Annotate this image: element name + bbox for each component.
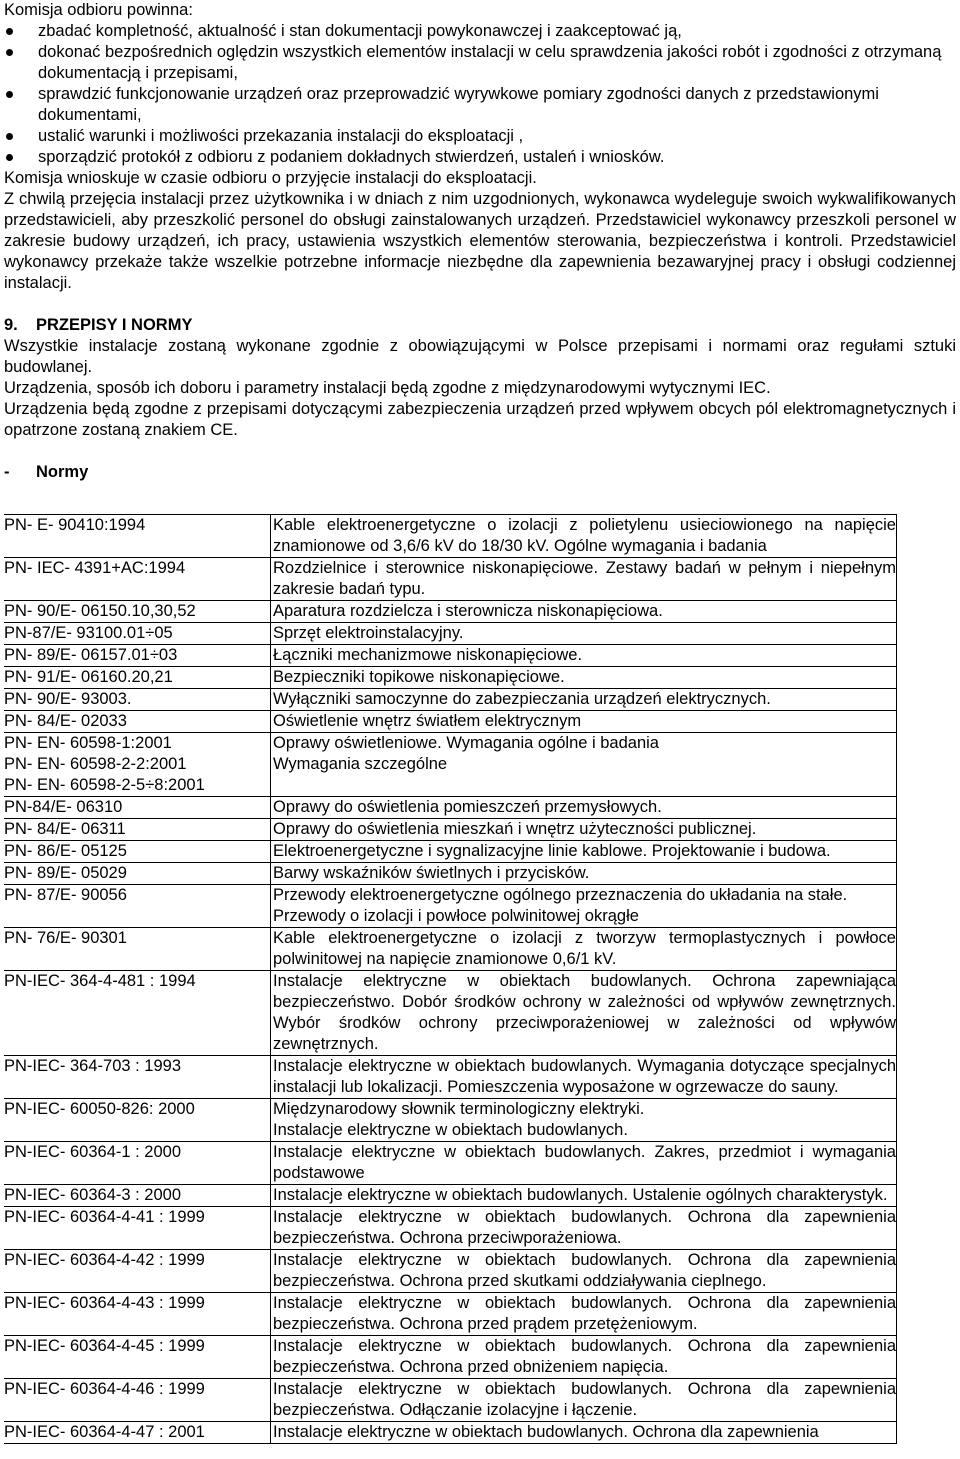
norm-code: PN- 90/E- 93003. bbox=[4, 690, 132, 708]
norm-description: Instalacje elektryczne w obiektach budowlanych. Ochrona dla zapewnienia bezpieczeństwa. Ochrona przed skutkami oddziaływania cieplnego. bbox=[273, 1251, 896, 1290]
norm-code-cell bbox=[4, 1293, 271, 1336]
normy-dash: - bbox=[4, 463, 10, 481]
norm-description: Przewody elektroenergetyczne ogólnego przeznaczenia do układania na stałe. bbox=[273, 886, 848, 904]
paragraph: Wszystkie instalacje zostaną wykonane zgodnie z obowiązującymi w Polsce przepisami i normami oraz regułami sztuki budowlanej. bbox=[4, 337, 956, 376]
norm-description-cell bbox=[271, 1336, 897, 1379]
table-row bbox=[4, 1142, 897, 1185]
list-item: sprawdzić funkcjonowanie urządzeń oraz przeprowadzić wyrywkowe pomiary zgodności danych z przedstawionymi dokumentami, bbox=[4, 84, 960, 126]
table-row bbox=[4, 1422, 897, 1444]
norm-description: Kable elektroenergetyczne o izolacji z tworzyw termoplastycznych i powłoce polwinitowej na napięcie znamionowe 0,6/1 kV. bbox=[273, 929, 896, 968]
norms-table bbox=[4, 514, 897, 1444]
table-row bbox=[4, 863, 897, 885]
table-row bbox=[4, 515, 897, 558]
norm-code-cell bbox=[4, 1422, 271, 1444]
norm-description-cell bbox=[271, 841, 897, 863]
norm-code-cell bbox=[4, 1250, 271, 1293]
list-item: dokonać bezpośrednich oględzin wszystkich elementów instalacji w celu sprawdzenia jakości robót i zgodności z otrzymaną dokumentacją i przepisami, bbox=[4, 42, 960, 84]
norm-code-cell bbox=[4, 863, 271, 885]
norm-code-cell bbox=[4, 645, 271, 667]
section-title: PRZEPISY I NORMY bbox=[36, 316, 193, 334]
norm-code: PN- E- 90410:1994 bbox=[4, 516, 146, 534]
norm-code: PN-IEC- 60364-3 : 2000 bbox=[4, 1186, 182, 1204]
norm-description: Oprawy do oświetlenia pomieszczeń przemysłowych. bbox=[273, 798, 662, 816]
table-row bbox=[4, 1293, 897, 1336]
table-row bbox=[4, 1336, 897, 1379]
norm-description-cell bbox=[271, 601, 897, 623]
norm-description: Łączniki mechanizmowe niskonapięciowe. bbox=[273, 646, 583, 664]
list-item: zbadać kompletność, aktualność i stan dokumentacji powykonawczej i zaakceptować ją, bbox=[4, 21, 960, 42]
norm-description-cell bbox=[271, 689, 897, 711]
table-row bbox=[4, 1207, 897, 1250]
norm-code: PN- 91/E- 06160.20,21 bbox=[4, 668, 173, 686]
norm-code-cell bbox=[4, 601, 271, 623]
norm-description: Instalacje elektryczne w obiektach budowlanych. bbox=[273, 1121, 628, 1139]
section-number: 9. bbox=[4, 316, 18, 334]
table-row bbox=[4, 667, 897, 689]
norm-code-cell bbox=[4, 1207, 271, 1250]
norm-description: Instalacje elektryczne w obiektach budowlanych. Ochrona dla zapewnienia bezpieczeństwa. Odłączanie izolacyjne i łączenie. bbox=[273, 1380, 896, 1419]
norm-description-cell bbox=[271, 711, 897, 733]
norm-description-cell bbox=[271, 819, 897, 841]
norm-code: PN- 86/E- 05125 bbox=[4, 842, 127, 860]
table-row bbox=[4, 1099, 897, 1142]
table-row bbox=[4, 928, 897, 971]
norm-code: PN-IEC- 60050-826: 2000 bbox=[4, 1100, 195, 1118]
norm-description-cell bbox=[271, 733, 897, 797]
norm-code: PN-IEC- 60364-4-43 : 1999 bbox=[4, 1294, 205, 1312]
list-item: sporządzić protokół z odbioru z podaniem dokładnych stwierdzeń, ustaleń i wniosków. bbox=[4, 147, 960, 168]
norm-code-cell bbox=[4, 885, 271, 928]
norm-description: Elektroenergetyczne i sygnalizacyjne linie kablowe. Projektowanie i budowa. bbox=[273, 842, 831, 860]
section-heading bbox=[4, 315, 960, 336]
table-row bbox=[4, 1379, 897, 1422]
table-row bbox=[4, 733, 897, 797]
norm-code-cell bbox=[4, 819, 271, 841]
commission-duties-list bbox=[4, 21, 960, 168]
norm-description-cell bbox=[271, 885, 897, 928]
norm-description-cell bbox=[271, 1185, 897, 1207]
table-row bbox=[4, 841, 897, 863]
norm-code-cell bbox=[4, 711, 271, 733]
norm-code-cell bbox=[4, 1056, 271, 1099]
norm-description-cell bbox=[271, 623, 897, 645]
norm-description-cell bbox=[271, 1422, 897, 1444]
norm-description: Instalacje elektryczne w obiektach budowlanych. Ustalenie ogólnych charakterystyk. bbox=[273, 1186, 888, 1204]
norm-code: PN-IEC- 60364-4-42 : 1999 bbox=[4, 1251, 205, 1269]
norm-code-cell bbox=[4, 515, 271, 558]
paragraph: Urządzenia, sposób ich doboru i parametry instalacji będą zgodne z międzynarodowymi wytycznymi IEC. bbox=[4, 379, 771, 397]
norm-code: PN- 76/E- 90301 bbox=[4, 929, 127, 947]
table-row bbox=[4, 885, 897, 928]
norm-code: PN-IEC- 60364-4-45 : 1999 bbox=[4, 1337, 205, 1355]
norm-description: Kable elektroenergetyczne o izolacji z polietylenu usieciowionego na napięcie znamionowe od 3,6/6 kV do 18/30 kV. Ogólne wymagania i badania bbox=[273, 516, 896, 555]
norm-code-cell bbox=[4, 1142, 271, 1185]
norm-code: PN- 89/E- 05029 bbox=[4, 864, 127, 882]
normy-heading bbox=[4, 462, 960, 483]
norm-description: Instalacje elektryczne w obiektach budowlanych. Wymagania dotyczące specjalnych instalacji lub lokalizacji. Pomieszczenia wyposażone w ogrzewacze do sauny. bbox=[273, 1057, 896, 1096]
norm-code: PN- EN- 60598-2-2:2001 bbox=[4, 755, 187, 773]
norm-description: Rozdzielnice i sterownice niskonapięciowe. Zestawy badań w pełnym i niepełnym zakresie badań typu. bbox=[273, 559, 896, 598]
norm-code: PN-IEC- 60364-4-41 : 1999 bbox=[4, 1208, 205, 1226]
norm-description: Instalacje elektryczne w obiektach budowlanych. Ochrona zapewniająca bezpieczeństwo. Dobór środków ochrony w zależności od wpływów zewnętrznych. Wybór środków ochrony przeciwporażeniowej w zależności od wpływów zewnętrznych. bbox=[273, 972, 896, 1053]
paragraph: Komisja wnioskuje w czasie odbioru o przyjęcie instalacji do eksploatacji. bbox=[4, 169, 537, 187]
norm-description-cell bbox=[271, 971, 897, 1056]
norm-description: Instalacje elektryczne w obiektach budowlanych. Ochrona dla zapewnienia bezpieczeństwa. Ochrona przed prądem przetężeniowym. bbox=[273, 1294, 896, 1333]
norm-code-cell bbox=[4, 558, 271, 601]
norm-code: PN-IEC- 364-703 : 1993 bbox=[4, 1057, 182, 1075]
table-row bbox=[4, 797, 897, 819]
norm-code: PN-84/E- 06310 bbox=[4, 798, 123, 816]
table-row bbox=[4, 645, 897, 667]
norm-description: Oświetlenie wnętrz światłem elektrycznym bbox=[273, 712, 582, 730]
norm-code: PN-IEC- 60364-4-46 : 1999 bbox=[4, 1380, 205, 1398]
norm-description-cell bbox=[271, 863, 897, 885]
norm-description-cell bbox=[271, 797, 897, 819]
table-row bbox=[4, 558, 897, 601]
norm-code-cell bbox=[4, 667, 271, 689]
norm-description-cell bbox=[271, 667, 897, 689]
table-row bbox=[4, 1185, 897, 1207]
norm-code: PN-IEC- 60364-4-47 : 2001 bbox=[4, 1423, 205, 1441]
list-item: ustalić warunki i możliwości przekazania instalacji do eksploatacji , bbox=[4, 126, 960, 147]
norm-code: PN-IEC- 60364-1 : 2000 bbox=[4, 1143, 182, 1161]
table-row bbox=[4, 601, 897, 623]
table-row bbox=[4, 623, 897, 645]
norm-description: Oprawy do oświetlenia mieszkań i wnętrz użyteczności publicznej. bbox=[273, 820, 757, 838]
norm-code-cell bbox=[4, 1379, 271, 1422]
norm-code-cell bbox=[4, 1336, 271, 1379]
norm-description: Międzynarodowy słownik terminologiczny elektryki. bbox=[273, 1100, 645, 1118]
norm-code-cell bbox=[4, 971, 271, 1056]
norm-description-cell bbox=[271, 645, 897, 667]
norm-code-cell bbox=[4, 733, 271, 797]
norm-code: PN-87/E- 93100.01÷05 bbox=[4, 624, 173, 642]
table-row bbox=[4, 819, 897, 841]
norm-description: Wymagania szczególne bbox=[273, 755, 448, 773]
norm-description: Instalacje elektryczne w obiektach budowlanych. Zakres, przedmiot i wymagania podstawowe bbox=[273, 1143, 896, 1182]
table-row bbox=[4, 711, 897, 733]
table-row bbox=[4, 971, 897, 1056]
norm-description-cell bbox=[271, 1142, 897, 1185]
norm-description: Sprzęt elektroinstalacyjny. bbox=[273, 624, 464, 642]
norm-code: PN- EN- 60598-1:2001 bbox=[4, 734, 172, 752]
norm-description: Aparatura rozdzielcza i sterownicza niskonapięciowa. bbox=[273, 602, 663, 620]
norm-description: Barwy wskaźników świetlnych i przycisków. bbox=[273, 864, 590, 882]
norm-code: PN- IEC- 4391+AC:1994 bbox=[4, 559, 186, 577]
table-row bbox=[4, 1056, 897, 1099]
norm-code: PN-IEC- 364-4-481 : 1994 bbox=[4, 972, 196, 990]
norm-description-cell bbox=[271, 1099, 897, 1142]
table-row bbox=[4, 689, 897, 711]
norm-description-cell bbox=[271, 558, 897, 601]
norm-description-cell bbox=[271, 1379, 897, 1422]
norm-code-cell bbox=[4, 841, 271, 863]
table-row bbox=[4, 1250, 897, 1293]
norm-code: PN- 84/E- 06311 bbox=[4, 820, 126, 838]
norm-code: PN- 89/E- 06157.01÷03 bbox=[4, 646, 178, 664]
norm-description-cell bbox=[271, 1056, 897, 1099]
norms-table-body bbox=[4, 515, 897, 1444]
intro-line: Komisja odbioru powinna: bbox=[4, 1, 193, 19]
norm-description: Instalacje elektryczne w obiektach budowlanych. Ochrona dla zapewnienia bbox=[273, 1423, 819, 1441]
norm-description-cell bbox=[271, 1293, 897, 1336]
norm-code-cell bbox=[4, 928, 271, 971]
norm-description: Instalacje elektryczne w obiektach budowlanych. Ochrona dla zapewnienia bezpieczeństwa. Ochrona przed obniżeniem napięcia. bbox=[273, 1337, 896, 1376]
norm-code: PN- 90/E- 06150.10,30,52 bbox=[4, 602, 196, 620]
normy-label: Normy bbox=[36, 463, 89, 481]
norm-code-cell bbox=[4, 1099, 271, 1142]
paragraph: Z chwilą przejęcia instalacji przez użytkownika i w dniach z nim uzgodnionych, wykonawca wydeleguje swoich wykwalifikowanych przedstawicieli, aby przeszkolić personel do obsługi zainstalowanych urządzeń. Przedstawiciel wykonawcy przeszkoli personel w zakresie budowy urządzeń, ich pracy, ustawienia wszystkich elementów sterowania, bezpieczeństwa i kontroli. Przedstawiciel wykonawcy przekaże także wszelkie potrzebne informacje niezbędne dla zapewnienia bezawaryjnej pracy i obsługi codziennej instalacji. bbox=[4, 190, 956, 292]
norm-code-cell bbox=[4, 1185, 271, 1207]
norm-description: Przewody o izolacji i powłoce polwinitowej okrągłe bbox=[273, 907, 639, 925]
norm-description: Bezpieczniki topikowe niskonapięciowe. bbox=[273, 668, 565, 686]
norm-code-cell bbox=[4, 689, 271, 711]
norm-code: PN- 87/E- 90056 bbox=[4, 886, 127, 904]
norm-description-cell bbox=[271, 928, 897, 971]
norm-code-cell bbox=[4, 797, 271, 819]
paragraph: Urządzenia będą zgodne z przepisami dotyczącymi zabezpieczenia urządzeń przed wpływem obcych pól elektromagnetycznych i opatrzone zostaną znakiem CE. bbox=[4, 400, 956, 439]
norm-code: PN- 84/E- 02033 bbox=[4, 712, 127, 730]
norm-description-cell bbox=[271, 1207, 897, 1250]
norm-description-cell bbox=[271, 515, 897, 558]
norm-description-cell bbox=[271, 1250, 897, 1293]
norm-description: Instalacje elektryczne w obiektach budowlanych. Ochrona dla zapewnienia bezpieczeństwa. Ochrona przeciwporażeniowa. bbox=[273, 1208, 896, 1247]
norm-code-cell bbox=[4, 623, 271, 645]
norm-description: Wyłączniki samoczynne do zabezpieczania urządzeń elektrycznych. bbox=[273, 690, 771, 708]
norm-description: Oprawy oświetleniowe. Wymagania ogólne i badania bbox=[273, 734, 659, 752]
norm-code: PN- EN- 60598-2-5÷8:2001 bbox=[4, 776, 205, 794]
